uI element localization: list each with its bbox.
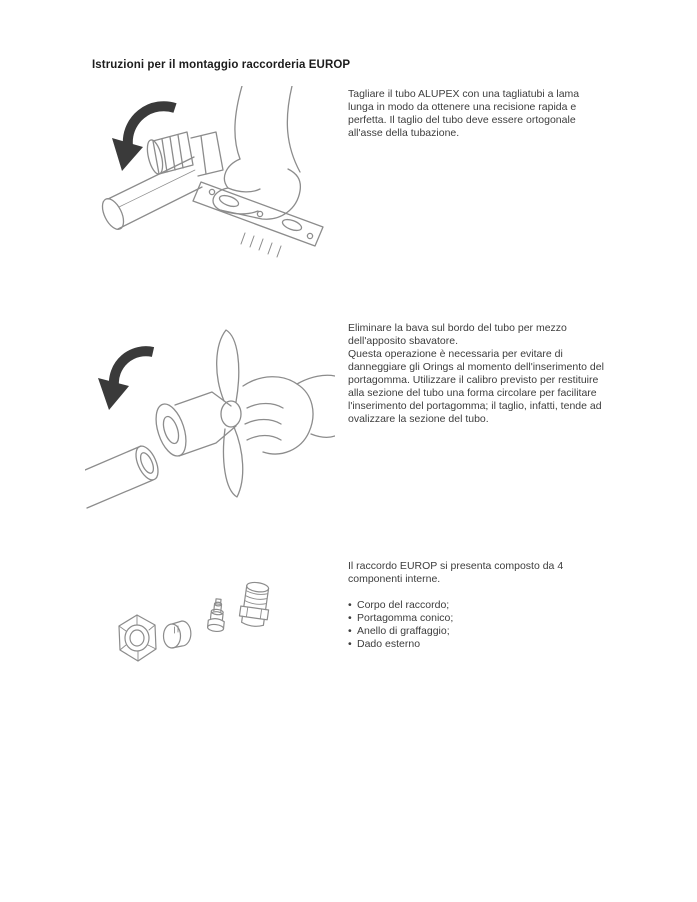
bullet-item [348,599,604,612]
bullet-item [348,612,604,625]
section-components-text [348,560,604,651]
pipe-cutter-drawing [95,86,335,268]
bullet-dot: • [348,638,352,650]
paragraph: Tagliare il tubo ALUPEX con una tagliatubi a lama lunga in modo da ottenere una recisione rapida e perfetta. Il taglio del tubo deve essere ortogonale all'asse della tubazione. [348,88,580,139]
bullet-item [348,625,604,638]
pipe-cutter-illustration [95,86,335,268]
fitting-body [238,581,272,628]
components-drawing [110,570,280,670]
section-cutting-text [348,88,604,140]
page-title: Istruzioni per il montaggio raccorderia EUROP [92,59,351,71]
outer-nut [119,615,156,661]
paragraph: Questa operazione è necessaria per evitare di danneggiare gli Orings al momento dell'inserimento del portagomma. Utilizzare il calibro previsto per restituire alla sezione del tubo una forma circolare per facilitare l'inserimento del portagomma; il taglio, infatti, tende ad ovalizzare la sezione del tubo. [348,348,604,425]
components-bullet-list [348,599,604,651]
fitting-components-illustration [110,570,280,670]
deburring-tool-illustration [85,322,335,512]
paragraph: Eliminare la bava sul bordo del tubo per mezzo dell'apposito sbavatore. [348,322,567,347]
rotation-arrow-icon [98,351,153,410]
cutter-head [144,132,223,176]
cutter-base [193,182,323,257]
hand-and-arm [243,375,335,454]
bullet-text: Portagomma conico; [357,612,454,624]
bullet-item [348,638,604,651]
bullet-dot: • [348,599,352,611]
alupex-tube [85,443,163,508]
grip-ring [164,621,191,648]
bullet-text: Dado esterno [357,638,421,650]
bullet-dot: • [348,625,352,637]
paragraph: Il raccordo EUROP si presenta composto da 4 componenti interne. [348,560,564,585]
section-deburring-text [348,322,604,426]
bullet-text: Corpo del raccordo; [357,599,450,611]
conical-hose-barb [207,598,226,632]
bullet-text: Anello di graffaggio; [357,625,450,637]
bullet-dot: • [348,612,352,624]
alupex-tube [98,157,202,233]
hand-and-arm [213,86,300,219]
deburring-drawing [85,322,335,512]
tool-cross-handle [217,330,243,497]
